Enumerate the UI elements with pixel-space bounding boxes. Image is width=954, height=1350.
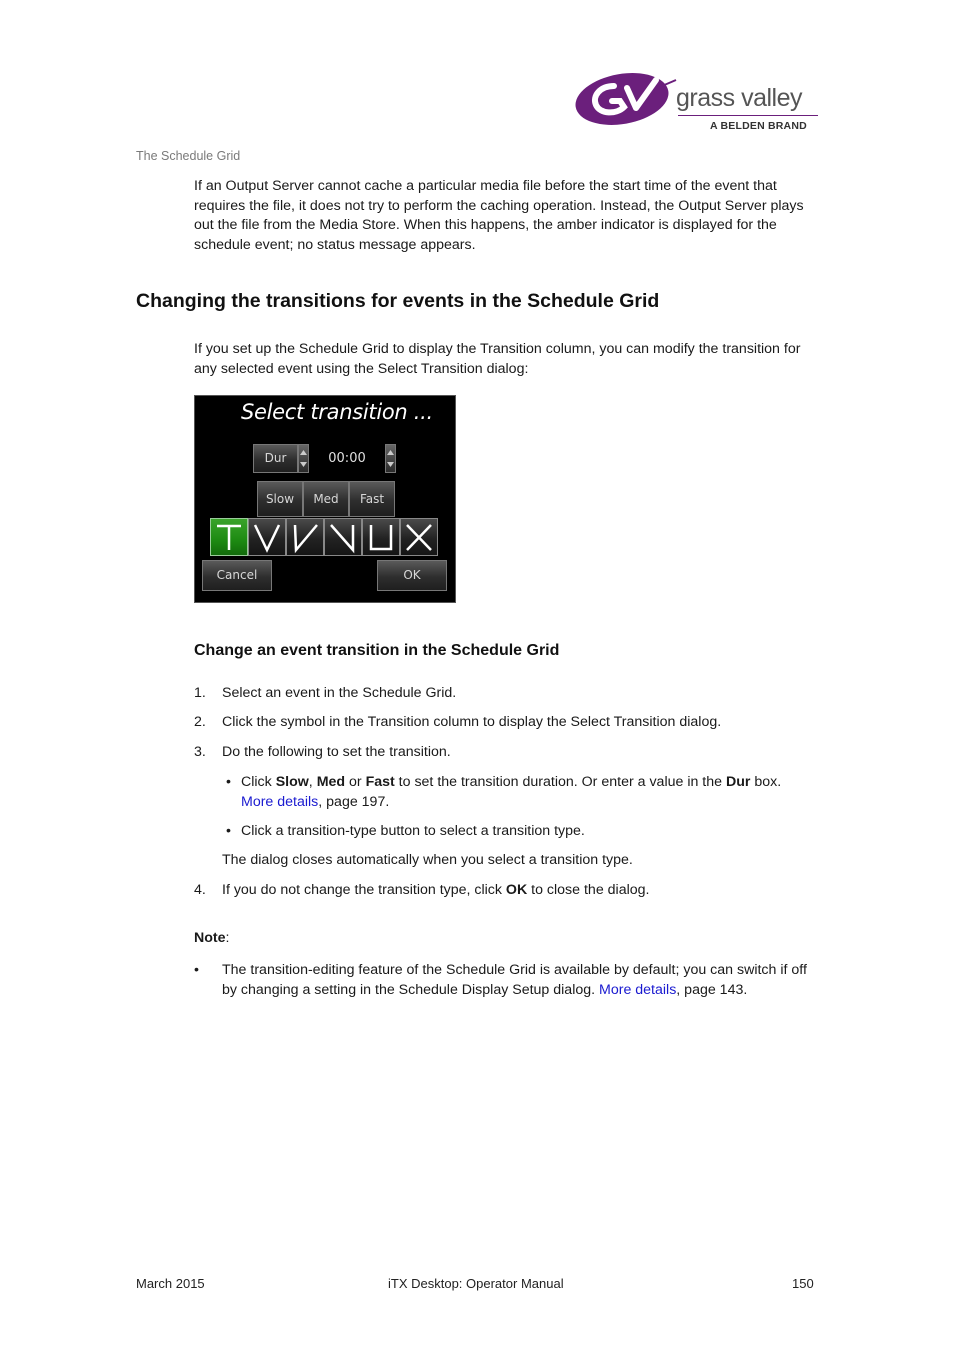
bullet-dot-icon: • <box>226 823 231 839</box>
logo-tagline: A BELDEN BRAND <box>710 120 807 132</box>
spinner-arrows-icon <box>299 445 308 472</box>
transition-v-button[interactable] <box>248 518 286 556</box>
transition-x-button[interactable] <box>400 518 438 556</box>
intro-paragraph: If an Output Server cannot cache a particular media file before the start time of the event that requires the file, it does not try to perform the caching operation. Instead, the Output Server plays out the file from the Media Store. When this happens, the amber indicator is displayed for the schedule event; no status message appears. <box>194 178 804 253</box>
logo-wordmark: grass valley <box>676 84 802 112</box>
more-details-link[interactable]: More details <box>599 981 677 998</box>
select-transition-dialog <box>194 395 456 603</box>
running-head: The Schedule Grid <box>136 149 241 163</box>
dialog-title: Select transition ... <box>241 400 433 424</box>
note-bullet: • The transition-editing feature of the Schedule Grid is available by default; you can switch if off by changing a setting in the Schedule Display Setup dialog. More details, page 143. <box>194 962 807 998</box>
logo-rule <box>678 115 818 116</box>
procedure-heading: Change an event transition in the Schedule Grid <box>194 642 560 659</box>
sub-bullet-2: • Click a transition-type button to select a transition type. <box>226 822 816 842</box>
transition-x-icon <box>401 519 437 555</box>
footer-date: March 2015 <box>136 1276 205 1291</box>
transition-n-icon <box>325 519 361 555</box>
transition-u-icon <box>363 519 399 555</box>
cancel-button[interactable]: Cancel <box>202 560 272 591</box>
more-details-link[interactable]: More details <box>241 793 319 810</box>
dur-spinner-right[interactable] <box>385 444 396 473</box>
sub-bullet-1: • Click Slow, Med or Fast to set the transition duration. Or enter a value in the Dur box. More details, page 197. <box>226 774 782 810</box>
fast-button[interactable]: Fast <box>349 481 395 517</box>
transition-v-slant-icon <box>287 519 323 555</box>
slow-button[interactable]: Slow <box>257 481 303 517</box>
ok-button[interactable]: OK <box>377 560 447 591</box>
med-button[interactable]: Med <box>303 481 349 517</box>
transition-v-icon <box>249 519 285 555</box>
transition-v-slant-button[interactable] <box>286 518 324 556</box>
dur-spinner-left[interactable] <box>298 444 309 473</box>
transition-t-icon <box>211 519 247 555</box>
after-text: The dialog closes automatically when you select a transition type. <box>222 852 633 868</box>
section-paragraph: If you set up the Schedule Grid to display the Transition column, you can modify the transition for any selected event using the Select Transition dialog: <box>194 341 801 377</box>
section-heading: Changing the transitions for events in the Schedule Grid <box>136 290 660 312</box>
grass-valley-logo <box>572 68 822 138</box>
bullet-dot-icon: • <box>194 962 199 978</box>
dur-value-field[interactable]: 00:00 <box>328 451 366 466</box>
dur-button[interactable]: Dur <box>253 444 298 473</box>
footer-title: iTX Desktop: Operator Manual <box>388 1276 564 1291</box>
transition-t-button[interactable] <box>210 518 248 556</box>
transition-n-button[interactable] <box>324 518 362 556</box>
footer-page-number: 150 <box>792 1276 814 1291</box>
transition-u-button[interactable] <box>362 518 400 556</box>
note-label: Note: <box>194 930 230 946</box>
bullet-dot-icon: • <box>226 774 231 790</box>
spinner-arrows-icon <box>386 445 395 472</box>
